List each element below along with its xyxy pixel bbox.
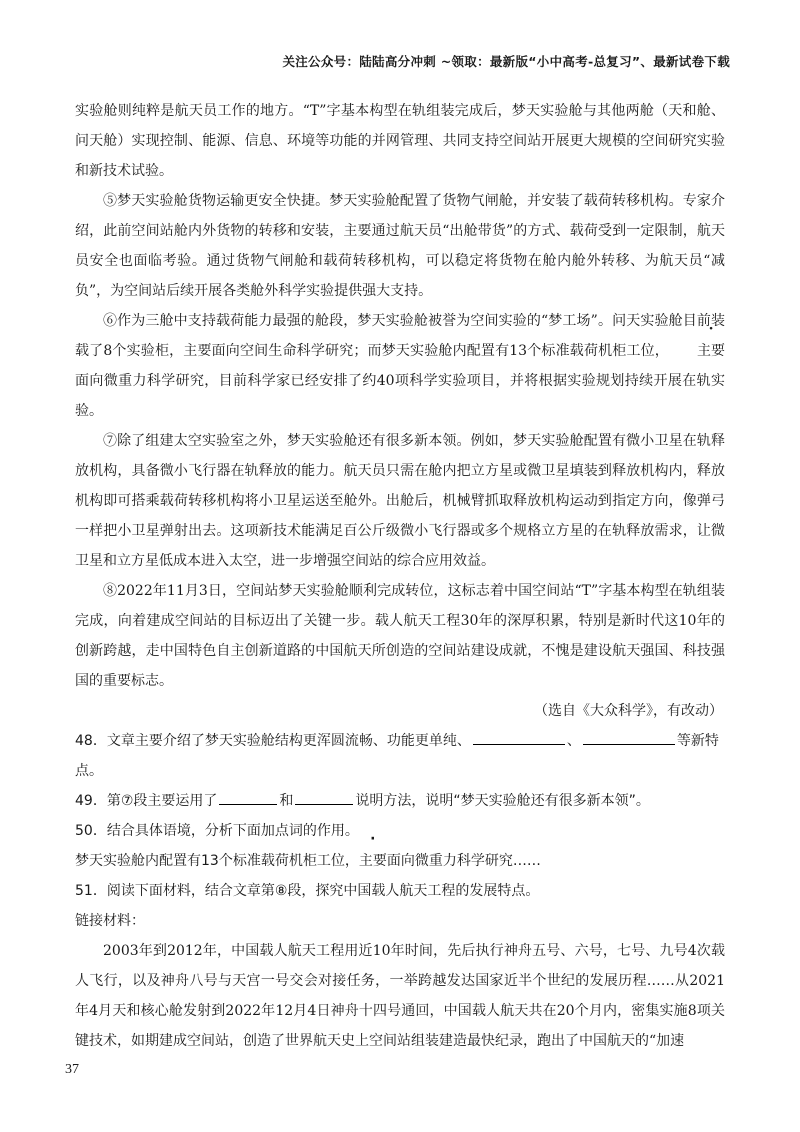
paragraph-6-part-b: 面向微重力科学研究，目前科学家已经安排了约40项科学实验项目，并将根据实验规划持续开展在轨实验。 [75,373,725,419]
question-49-text-c: 说明方法，说明“梦天实验舱还有很多新本领”。 [355,793,650,809]
answer-blank-48-1[interactable] [473,728,565,745]
answer-blank-49-1[interactable] [219,788,277,805]
paragraph-7: ⑦除了组建太空实验室之外，梦天实验舱还有很多新本领。例如，梦天实验舱配置有微小卫星在轨释放机构，具备微小飞行器在轨释放的能力。航天员只需在舱内把立方星或微卫星填装到释放机构内，释放机构即可搭乘载荷转移机构将小卫星运送至舱外。出舱后，机械臂抓取释放机构运动到指定方向，像弹弓一样把小卫星弹射出去。这项新技术能满足百公斤级微小飞行器或多个规格立方星的在轨释放需求，让微卫星和立方星低成本进入太空，进一步增强空间站的综合应用效益。 [75,433,725,569]
paragraph-6-part-a: ⑥作为三舱中支持载荷能力最强的舱段，梦天实验舱被誉为空间实验的“梦工场”。问天实验舱目前装载了8个实验柜，主要面向空间生命科学研究；而梦天实验舱内配置有13个标准载荷机柜工位， [75,313,725,359]
question-48-text-a: 48．文章主要介绍了梦天实验舱结构更浑圆流畅、功能更单纯、 [75,733,471,749]
emphasized-word: 主要 [697,343,725,359]
question-48-text-b: 等新特点。 [75,733,719,779]
question-49 [75,786,725,816]
paragraph-5: ⑤梦天实验舱货物运输更安全快捷。梦天实验舱配置了货物气闸舱，并安装了载荷转移机构。专家介绍，此前空间站舱内外货物的转移和安装，主要通过航天员“出舱带货”的方式、载荷受到一定限制，航天员安全也面临考验。通过货物气闸舱和载荷转移机构，可以稳定将货物在舱内舱外转移、为航天员“减负”，为空间站后续开展各类舱外科学实验提供强大支持。 [75,193,725,299]
quote-text-a: 梦天实验舱内配置有13个标准载荷机柜工位， [75,853,359,869]
question-48 [75,726,725,786]
source-citation: （选自《大众科学》，有改动） [534,703,723,719]
question-49-text-b: 和 [279,793,294,809]
quote-emphasized-word: 主要 [358,853,387,869]
question-48-sep: 、 [566,733,581,749]
page-number: 37 [65,1062,79,1077]
question-50-quote [75,846,725,876]
paragraph-6 [75,306,725,426]
page-header: 关注公众号：陆陆高分冲刺 ~领取：最新版“小中高考-总复习”、最新试卷下载 [282,54,730,69]
question-50: 50．结合具体语境，分析下面加点词的作用。 [75,823,359,839]
question-49-text-a: 49．第⑦段主要运用了 [75,793,218,809]
question-51: 51．阅读下面材料，结合文章第⑧段，探究中国载人航天工程的发展特点。 [75,883,540,899]
link-material-text: 2003年到2012年，中国载人航天工程用近10年时间，先后执行神舟五号、六号，七号、九号4次载人飞行，以及神舟八号与天宫一号交会对接任务，一举跨越发达国家近半个世纪的发展历程……从2021年4月天和核心舱发射到2022年12月4日神舟十四号通回，中国载人航天共在20个月内，密集实施8项关键技术，如期建成空间站，创造了世界航天史上空间站组装建造最快纪录，跑出了中国航天的“加速 [75,943,725,1049]
document-body [75,96,725,1056]
quote-text-b: 面向微重力科学研究…… [386,853,541,869]
answer-blank-48-2[interactable] [583,728,675,745]
link-material-label: 链接材料： [75,913,145,929]
answer-blank-49-2[interactable] [295,788,353,805]
paragraph-4-end: 实验舱则纯粹是航天员工作的地方。“T”字基本构型在轨组装完成后，梦天实验舱与其他两舱（天和舱、问天舱）实现控制、能源、信息、环境等功能的并网管理、共同支持空间站开展更大规模的空间研究实验和新技术试验。 [75,103,725,179]
paragraph-8: ⑧2022年11月3日，空间站梦天实验舱顺利完成转位，这标志着中国空间站“T”字基本构型在轨组装完成，向着建成空间站的目标迈出了关键一步。载人航天工程30年的深厚积累，特别是新时代这10年的创新跨越，走中国特色自主创新道路的中国航天所创造的空间站建设成就，不愧是建设航天强国、科技强国的重要标志。 [75,583,725,689]
